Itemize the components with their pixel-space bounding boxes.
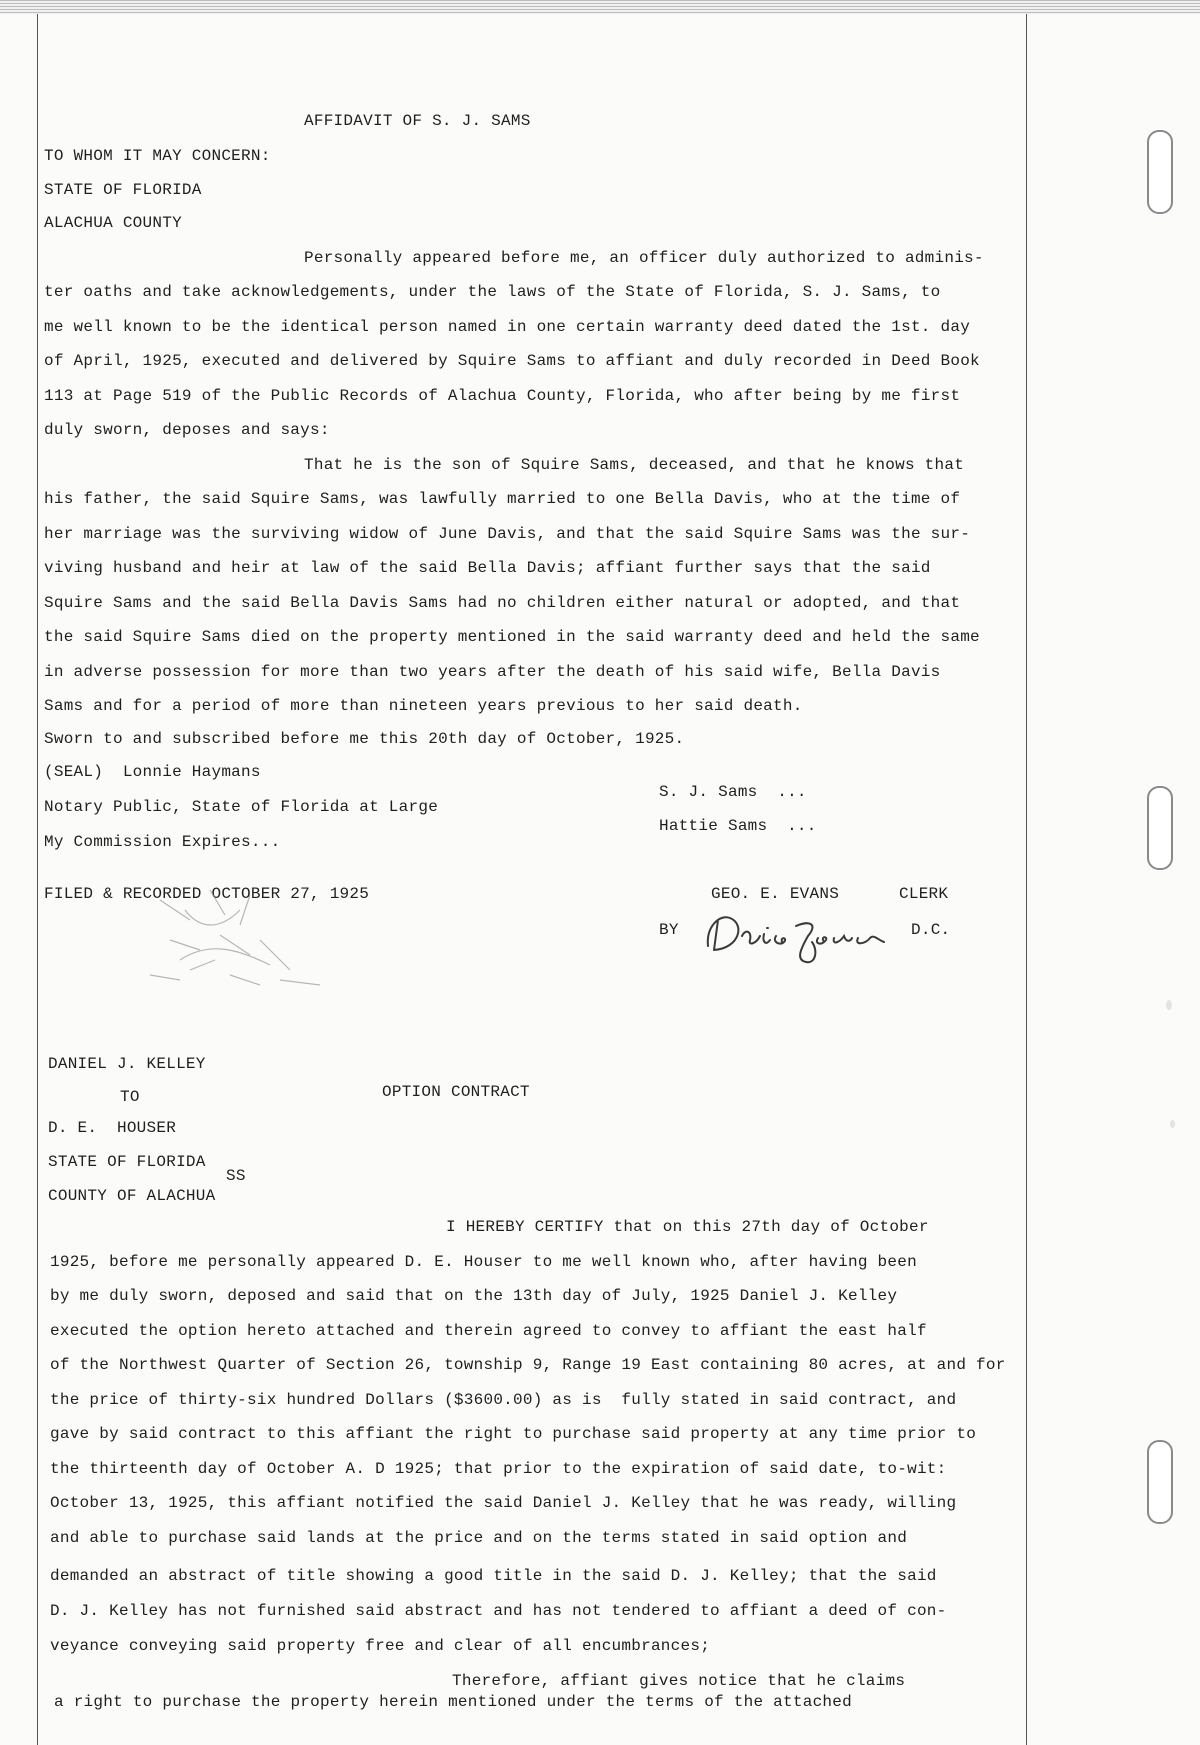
option-line-8: the thirteenth day of October A. D 1925; that prior to the expiration of said date, to-wit: bbox=[50, 1460, 947, 1478]
affidavit-line-2: ter oaths and take acknowledgements, under the laws of the State of Florida, S. J. Sams, to bbox=[44, 283, 941, 301]
deputy-signature bbox=[700, 906, 890, 966]
option-party-2: D. E. HOUSER bbox=[48, 1119, 177, 1137]
affidavit-title: AFFIDAVIT OF S. J. SAMS bbox=[304, 112, 531, 130]
by-label: BY bbox=[659, 921, 679, 939]
left-margin-rule bbox=[37, 14, 38, 1745]
deputy-title: D.C. bbox=[911, 921, 951, 939]
option-line-2: 1925, before me personally appeared D. E. Houser to me well known who, after having been bbox=[50, 1253, 917, 1271]
binder-hole-2 bbox=[1147, 786, 1173, 870]
filed-recorded-line: FILED & RECORDED OCTOBER 27, 1925 bbox=[44, 885, 370, 903]
affidavit-line-5: 113 at Page 519 of the Public Records of Alachua County, Florida, who after being by me first bbox=[44, 387, 961, 405]
option-line-10: and able to purchase said lands at the price and on the terms stated in said option and bbox=[50, 1529, 908, 1547]
notary-seal-impression bbox=[130, 880, 350, 1000]
option-line-9: October 13, 1925, this affiant notified the said Daniel J. Kelley that he was ready, willing bbox=[50, 1494, 957, 1512]
option-line-3: by me duly sworn, deposed and said that on the 13th day of July, 1925 Daniel J. Kelley bbox=[50, 1287, 898, 1305]
affidavit-state: STATE OF FLORIDA bbox=[44, 181, 202, 199]
specks bbox=[1166, 1000, 1172, 1010]
option-line-14: Therefore, affiant gives notice that he claims bbox=[452, 1672, 906, 1690]
option-title: OPTION CONTRACT bbox=[382, 1083, 530, 1101]
affidavit-county: ALACHUA COUNTY bbox=[44, 214, 182, 232]
signer-2: Hattie Sams ... bbox=[659, 817, 817, 835]
affidavit-line-14: Sams and for a period of more than nineteen years previous to her said death. bbox=[44, 697, 803, 715]
notary-title-line: Notary Public, State of Florida at Large bbox=[44, 798, 439, 816]
affidavit-line-12: the said Squire Sams died on the property mentioned in the said warranty deed and held the same bbox=[44, 628, 980, 646]
signer-1: S. J. Sams ... bbox=[659, 783, 807, 801]
option-line-15: a right to purchase the property herein mentioned under the terms of the attached bbox=[54, 1693, 852, 1711]
affidavit-line-10: viving husband and heir at law of the said Bella Davis; affiant further says that the said bbox=[44, 559, 931, 577]
option-line-13: veyance conveying said property free and clear of all encumbrances; bbox=[50, 1637, 711, 1655]
affidavit-line-7: That he is the son of Squire Sams, deceased, and that he knows that bbox=[304, 456, 965, 474]
binder-hole-3 bbox=[1147, 1440, 1173, 1524]
option-line-1: I HEREBY CERTIFY that on this 27th day of October bbox=[446, 1218, 929, 1236]
affidavit-salutation: TO WHOM IT MAY CONCERN: bbox=[44, 147, 271, 165]
option-line-6: the price of thirty-six hundred Dollars ($3600.00) as is fully stated in said contract, and bbox=[50, 1391, 957, 1409]
affidavit-line-3: me well known to be the identical person named in one certain warranty deed dated the 1st. day bbox=[44, 318, 971, 336]
option-ss: SS bbox=[226, 1167, 246, 1185]
option-state: STATE OF FLORIDA bbox=[48, 1153, 206, 1171]
page-top-edge bbox=[0, 0, 1200, 14]
option-to: TO bbox=[120, 1088, 140, 1106]
right-margin-rule bbox=[1026, 14, 1027, 1745]
binder-hole-1 bbox=[1147, 130, 1173, 214]
option-line-11: demanded an abstract of title showing a good title in the said D. J. Kelley; that the said bbox=[50, 1567, 937, 1585]
affidavit-line-6: duly sworn, deposes and says: bbox=[44, 421, 330, 439]
affidavit-line-13: in adverse possession for more than two years after the death of his said wife, Bella Davis bbox=[44, 663, 941, 681]
option-county: COUNTY OF ALACHUA bbox=[48, 1187, 216, 1205]
notary-seal-line: (SEAL) Lonnie Haymans bbox=[44, 763, 261, 781]
affidavit-line-4: of April, 1925, executed and delivered by Squire Sams to affiant and duly recorded in Deed Book bbox=[44, 352, 980, 370]
option-party-1: DANIEL J. KELLEY bbox=[48, 1055, 206, 1073]
affidavit-line-8: his father, the said Squire Sams, was lawfully married to one Bella Davis, who at the time of bbox=[44, 490, 961, 508]
affidavit-line-11: Squire Sams and the said Bella Davis Sams had no children either natural or adopted, and that bbox=[44, 594, 961, 612]
option-line-7: gave by said contract to this affiant the right to purchase said property at any time prior to bbox=[50, 1425, 977, 1443]
option-line-4: executed the option hereto attached and therein agreed to convey to affiant the east half bbox=[50, 1322, 927, 1340]
clerk-title: CLERK bbox=[899, 885, 949, 903]
affidavit-line-9: her marriage was the surviving widow of June Davis, and that the said Squire Sams was the sur- bbox=[44, 525, 971, 543]
affidavit-sworn-line: Sworn to and subscribed before me this 20th day of October, 1925. bbox=[44, 730, 685, 748]
affidavit-line-1: Personally appeared before me, an officer duly authorized to adminis- bbox=[304, 249, 984, 267]
clerk-name: GEO. E. EVANS bbox=[711, 885, 840, 903]
notary-commission-line: My Commission Expires... bbox=[44, 833, 281, 851]
option-line-5: of the Northwest Quarter of Section 26, township 9, Range 19 East containing 80 acres, at and for bbox=[50, 1356, 1006, 1374]
option-line-12: D. J. Kelley has not furnished said abstract and has not tendered to affiant a deed of con- bbox=[50, 1602, 947, 1620]
specks bbox=[1170, 1120, 1175, 1128]
